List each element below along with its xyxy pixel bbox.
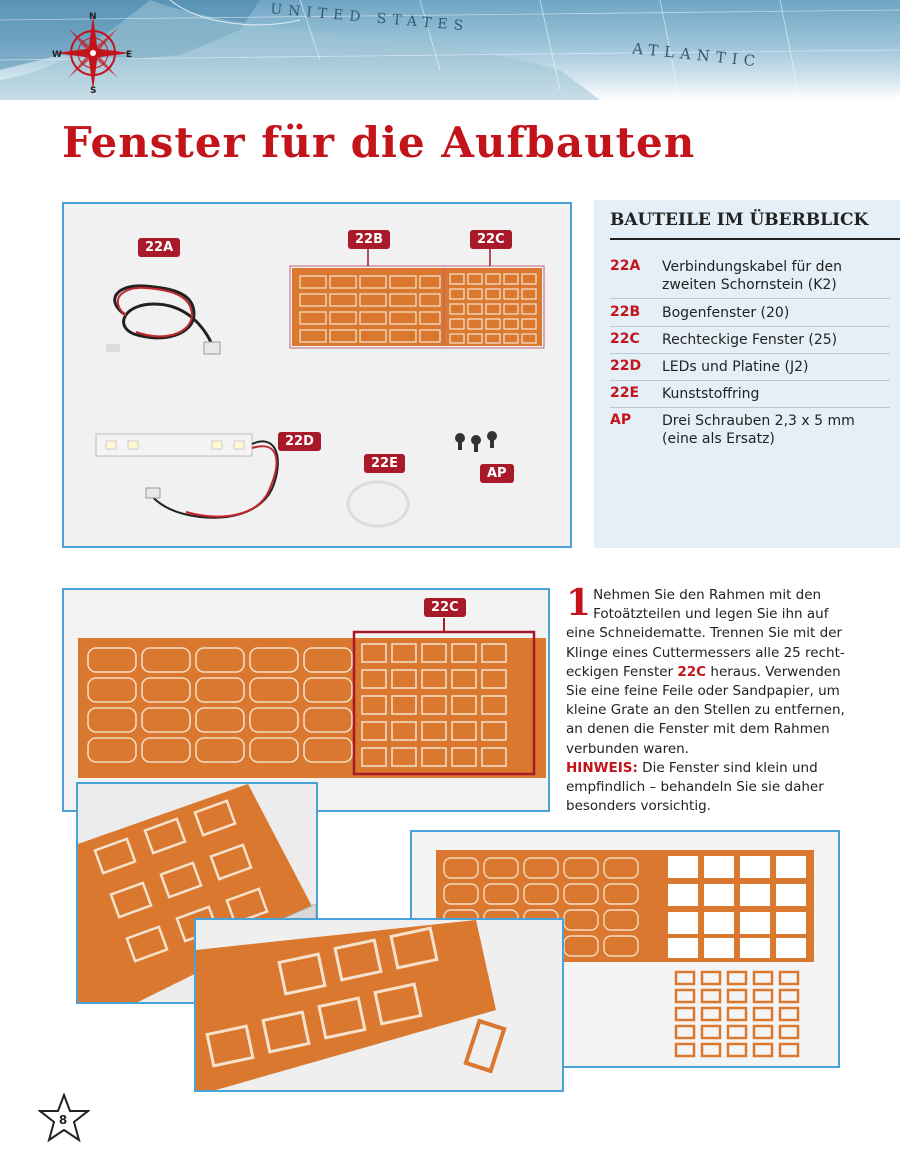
part-desc: Bogenfenster (20) bbox=[662, 305, 790, 321]
part-desc: LEDs und Platine (J2) bbox=[662, 359, 809, 375]
windows-detail-photo bbox=[194, 918, 564, 1092]
tag-22c: 22C bbox=[470, 230, 512, 249]
etch-sheet-photo bbox=[62, 588, 550, 812]
compass-n: N bbox=[89, 12, 97, 22]
part-desc: Kunststoffring bbox=[662, 386, 760, 402]
step-text-after: heraus. Verwenden Sie eine feine Feile oder Sandpapier, um kleine Grate an den Stellen zu entfernen, an denen die Fenster mit dem Rahmen verbunden waren. bbox=[566, 663, 845, 757]
part-code: 22B bbox=[610, 304, 641, 320]
tag-22a: 22A bbox=[138, 238, 180, 257]
map-label-country: UNITED STATES bbox=[269, 1, 470, 35]
compass-e: E bbox=[126, 50, 133, 60]
part-row bbox=[610, 358, 890, 381]
part-desc: Rechteckige Fenster (25) bbox=[662, 332, 838, 348]
panel-rule bbox=[610, 238, 900, 240]
parts-photo bbox=[62, 202, 572, 548]
parts-overview-panel bbox=[594, 200, 900, 548]
note-label: HINWEIS: bbox=[566, 759, 638, 776]
part-desc: Drei Schrauben 2,3 x 5 mm (eine als Ersatz) bbox=[662, 413, 855, 447]
note-text: Die Fenster sind klein und empfindlich – behandeln Sie sie daher besonders vorsichtig. bbox=[566, 759, 824, 815]
part-code: AP bbox=[610, 412, 632, 428]
parts-overview-heading: BAUTEILE IM ÜBERBLICK bbox=[610, 210, 869, 230]
part-code: 22D bbox=[610, 358, 642, 374]
part-code: 22A bbox=[610, 258, 641, 274]
part-code: 22C bbox=[610, 331, 640, 347]
part-code: 22E bbox=[610, 385, 640, 401]
tag-22b: 22B bbox=[348, 230, 390, 249]
step-text-before: Nehmen Sie den Rahmen mit den Fotoätzteilen und legen Sie ihn auf eine Schneidematte. Trennen Sie mit der Klinge eines Cuttermessers alle 25 rechteckigen Fenster bbox=[566, 587, 845, 680]
compass-s: S bbox=[90, 86, 97, 96]
etch-sheet-illustration bbox=[64, 590, 548, 810]
part-row bbox=[610, 304, 890, 327]
step-number: 1 bbox=[566, 582, 592, 624]
page-title: Fenster für die Aufbauten bbox=[62, 118, 696, 167]
map-label-ocean: ATLANTIC bbox=[631, 39, 762, 71]
page-number: 8 bbox=[58, 1113, 68, 1127]
tag-ap: AP bbox=[480, 464, 514, 483]
tag-22e: 22E bbox=[364, 454, 405, 473]
part-desc: Verbindungskabel für den zweiten Schornstein (K2) bbox=[662, 259, 842, 293]
step-part-ref: 22C bbox=[677, 663, 707, 680]
map-header bbox=[0, 0, 900, 100]
windows-detail-illustration bbox=[196, 920, 562, 1090]
tag-22d: 22D bbox=[278, 432, 321, 451]
part-row bbox=[610, 331, 890, 354]
part-row bbox=[610, 385, 890, 408]
part-row bbox=[610, 412, 890, 452]
part-row bbox=[610, 258, 890, 299]
tag-22c-step: 22C bbox=[424, 598, 466, 617]
compass-w: W bbox=[52, 50, 62, 60]
step-1-text bbox=[566, 582, 856, 816]
